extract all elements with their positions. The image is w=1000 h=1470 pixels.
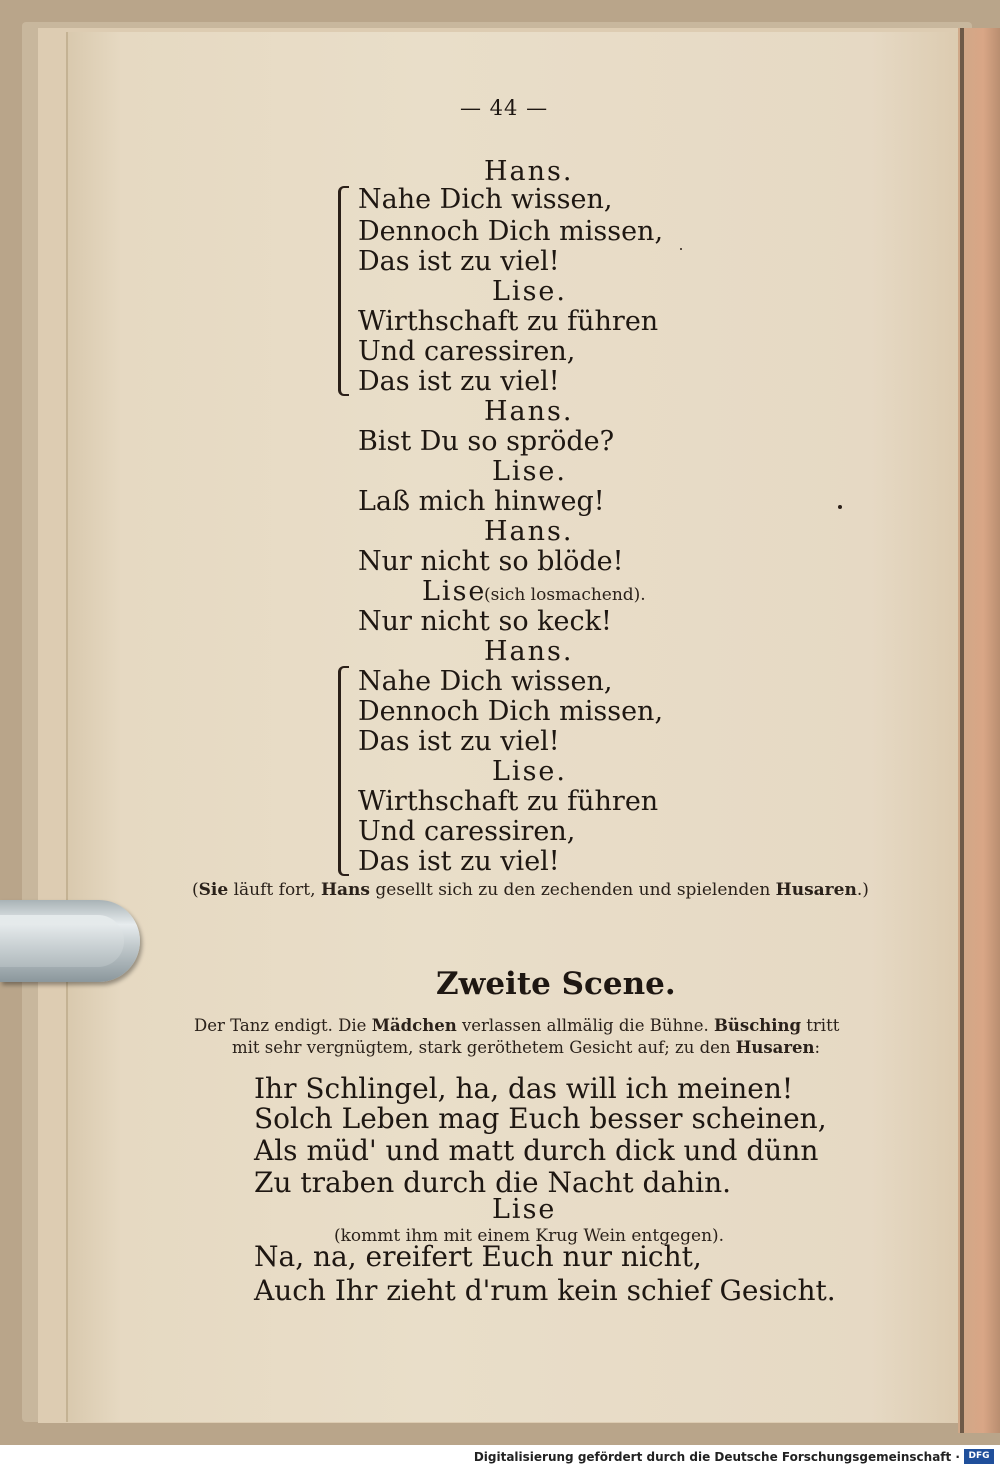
name-husaren: Husaren — [775, 880, 857, 900]
metal-clip-highlight — [0, 915, 124, 967]
book-spine-shadow — [960, 28, 964, 1433]
name-hans: Hans — [320, 880, 370, 900]
name-busching: Büsching — [713, 1016, 802, 1035]
stage-direction — [194, 1016, 839, 1035]
verse-line: Zu traben durch die Nacht dahin. — [254, 1166, 732, 1199]
text: verlassen allmälig die Bühne. — [456, 1016, 714, 1035]
speaker-lise: Lise. — [492, 756, 567, 787]
verse-bracket — [338, 186, 349, 396]
speaker-hans: Hans. — [484, 636, 574, 667]
verse-line: Auch Ihr zieht d'rum kein schief Gesicht. — [254, 1274, 836, 1307]
verse-line: Das ist zu viel! — [358, 246, 560, 277]
verse-line: Nahe Dich wissen, — [358, 666, 613, 697]
name-husaren: Husaren — [735, 1038, 815, 1057]
verse-line: Laß mich hinweg! — [358, 486, 605, 517]
dfg-logo-icon: DFG — [964, 1449, 994, 1464]
stage-direction — [232, 1038, 820, 1057]
verse-line: Na, na, ereifert Euch nur nicht, — [254, 1240, 702, 1273]
text: : — [814, 1038, 821, 1057]
speaker-lise: Lise — [422, 576, 487, 607]
paren: .) — [856, 880, 869, 900]
stage-direction: (sich losmachend). — [484, 585, 646, 605]
verse-line: Dennoch Dich missen, — [358, 696, 664, 727]
verse-line: Nur nicht so keck! — [358, 606, 612, 637]
verse-line: Dennoch Dich missen, — [358, 216, 664, 247]
page-number: — 44 — — [460, 96, 549, 120]
verse-line: Und caressiren, — [358, 336, 576, 367]
text: tritt — [801, 1016, 840, 1035]
verse-line: Nahe Dich wissen, — [358, 184, 613, 215]
verse-line: Wirthschaft zu führen — [358, 786, 659, 817]
stage-direction: (kommt ihm mit einem Krug Wein entgegen). — [334, 1226, 725, 1246]
digitization-footer — [0, 1445, 1000, 1470]
name-sie: Sie — [198, 880, 229, 900]
speaker-hans: Hans. — [484, 156, 574, 187]
paren: ( — [192, 880, 199, 900]
speaker-lise: Lise. — [492, 276, 567, 307]
verse-line: Und caressiren, — [358, 816, 576, 847]
speaker-hans: Hans. — [484, 516, 574, 547]
funding-credit: Digitalisierung gefördert durch die Deutsche Forschungsgemeinschaft · — [473, 1450, 960, 1464]
verse-line: Bist Du so spröde? — [358, 426, 615, 457]
verse-line: Das ist zu viel! — [358, 366, 560, 397]
text: mit sehr vergnügtem, stark geröthetem Gesicht auf; zu den — [232, 1038, 736, 1057]
verse-line: Als müd' und matt durch dick und dünn — [254, 1134, 819, 1167]
paper-speck — [838, 505, 842, 509]
verse-bracket — [338, 666, 349, 876]
verse-line: Nur nicht so blöde! — [358, 546, 624, 577]
verse-line: Wirthschaft zu führen — [358, 306, 659, 337]
text: gesellt sich zu den zechenden und spielenden — [369, 880, 776, 900]
text: läuft fort, — [228, 880, 321, 900]
text: Der Tanz endigt. Die — [194, 1016, 372, 1035]
name-maedchen: Mädchen — [371, 1016, 457, 1035]
verse-line: Das ist zu viel! — [358, 726, 560, 757]
book-cover-edge — [958, 28, 1000, 1433]
paper-speck — [680, 248, 682, 250]
stage-direction — [192, 880, 869, 900]
speaker-lise: Lise — [492, 1194, 557, 1225]
verse-line: Ihr Schlingel, ha, das will ich meinen! — [254, 1072, 794, 1105]
verse-line: Das ist zu viel! — [358, 846, 560, 877]
speaker-lise: Lise. — [492, 456, 567, 487]
speaker-hans: Hans. — [484, 396, 574, 427]
verse-line: Solch Leben mag Euch besser scheinen, — [254, 1102, 827, 1135]
scene-title: Zweite Scene. — [436, 966, 676, 1002]
